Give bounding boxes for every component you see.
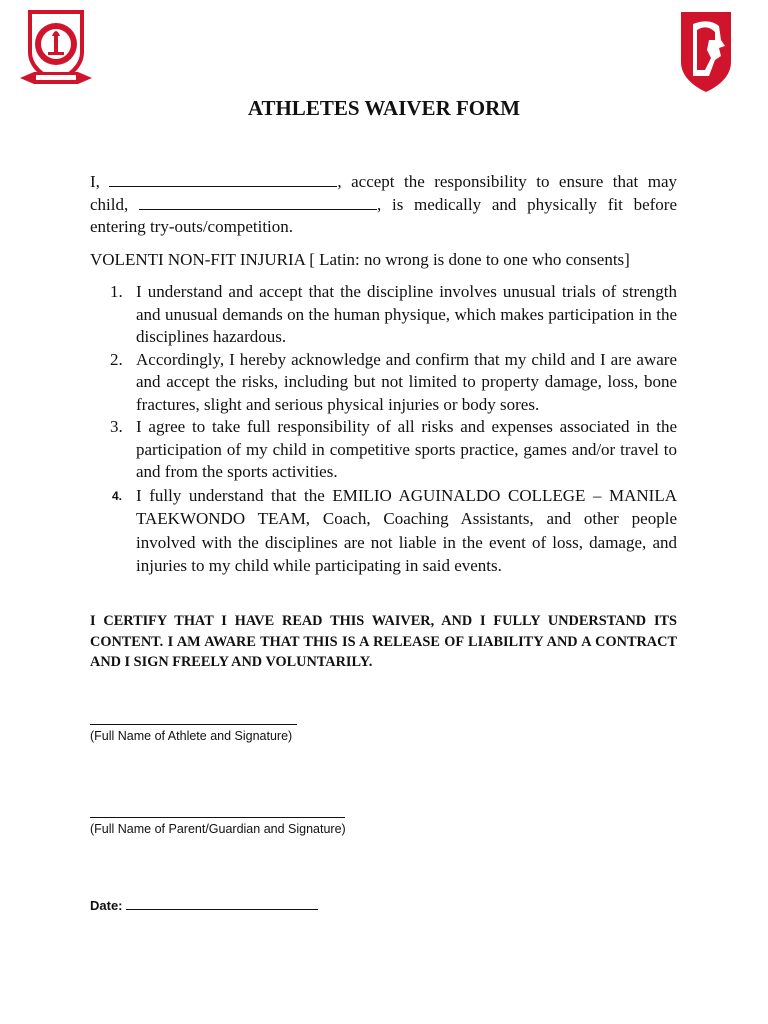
- date-line[interactable]: [126, 898, 318, 910]
- clause-text: I understand and accept that the discipline involves unusual trials of strength and unusual demands on the human physique, which makes participation in the disciplines hazardous.: [136, 282, 677, 346]
- date-field: [90, 898, 318, 913]
- parent-signature-line[interactable]: [90, 817, 345, 818]
- intro-text-3: , is medically and physically fit before entering try-outs/competition.: [90, 194, 677, 236]
- parent-name-blank[interactable]: [109, 171, 337, 187]
- intro-text-1: I,: [90, 172, 110, 191]
- date-label: Date:: [90, 898, 123, 913]
- clause-item: [90, 281, 677, 349]
- volenti-heading: VOLENTI NON-FIT INJURIA [ Latin: no wrong is done to one who consents]: [90, 250, 630, 269]
- athlete-signature-line[interactable]: [90, 724, 297, 725]
- clause-text: I agree to take full responsibility of all risks and expenses associated in the participation of my child in competitive sports practice, games and/or travel to and from the sports activities.: [136, 417, 677, 481]
- clause-text: I fully understand that the EMILIO AGUINALDO COLLEGE – MANILA TAEKWONDO TEAM, Coach, Coaching Assistants, and other people involved with the disciplines are not liable in the event of loss, damage, and injuries to my child while participating in said events.: [136, 485, 677, 575]
- clause-number: 3.: [110, 417, 123, 436]
- clause-text: Accordingly, I hereby acknowledge and confirm that my child and I are aware and accept the risks, including but not limited to property damage, loss, bone fractures, slight and serious physical injuries or body sores.: [136, 349, 677, 414]
- clause-number: 4.: [112, 488, 123, 503]
- clause-item: [90, 416, 677, 484]
- athlete-signature-caption: (Full Name of Athlete and Signature): [90, 729, 293, 743]
- parent-signature-block: [90, 817, 346, 836]
- team-shield-logo: [679, 10, 733, 94]
- clause-number: 1.: [110, 282, 123, 301]
- intro-paragraph: [90, 171, 677, 239]
- college-crest-logo: [20, 8, 92, 90]
- parent-signature-caption: (Full Name of Parent/Guardian and Signature): [90, 822, 346, 836]
- athlete-signature-block: [90, 724, 297, 743]
- child-name-blank[interactable]: [139, 194, 377, 210]
- certification-statement: I CERTIFY THAT I HAVE READ THIS WAIVER, AND I FULLY UNDERSTAND ITS CONTENT. I AM AWARE THAT THIS IS A RELEASE OF LIABILITY AND A CONTRACT AND I SIGN FREELY AND VOLUNTARILY.: [90, 613, 677, 670]
- waiver-clauses: [90, 281, 677, 578]
- clause-number: 2.: [110, 349, 123, 369]
- clause-item: [90, 484, 677, 578]
- clause-item: [90, 349, 677, 417]
- intro-text-2: , accept the responsibility to ensure that may child,: [90, 172, 677, 214]
- page-title: ATHLETES WAIVER FORM: [247, 96, 521, 120]
